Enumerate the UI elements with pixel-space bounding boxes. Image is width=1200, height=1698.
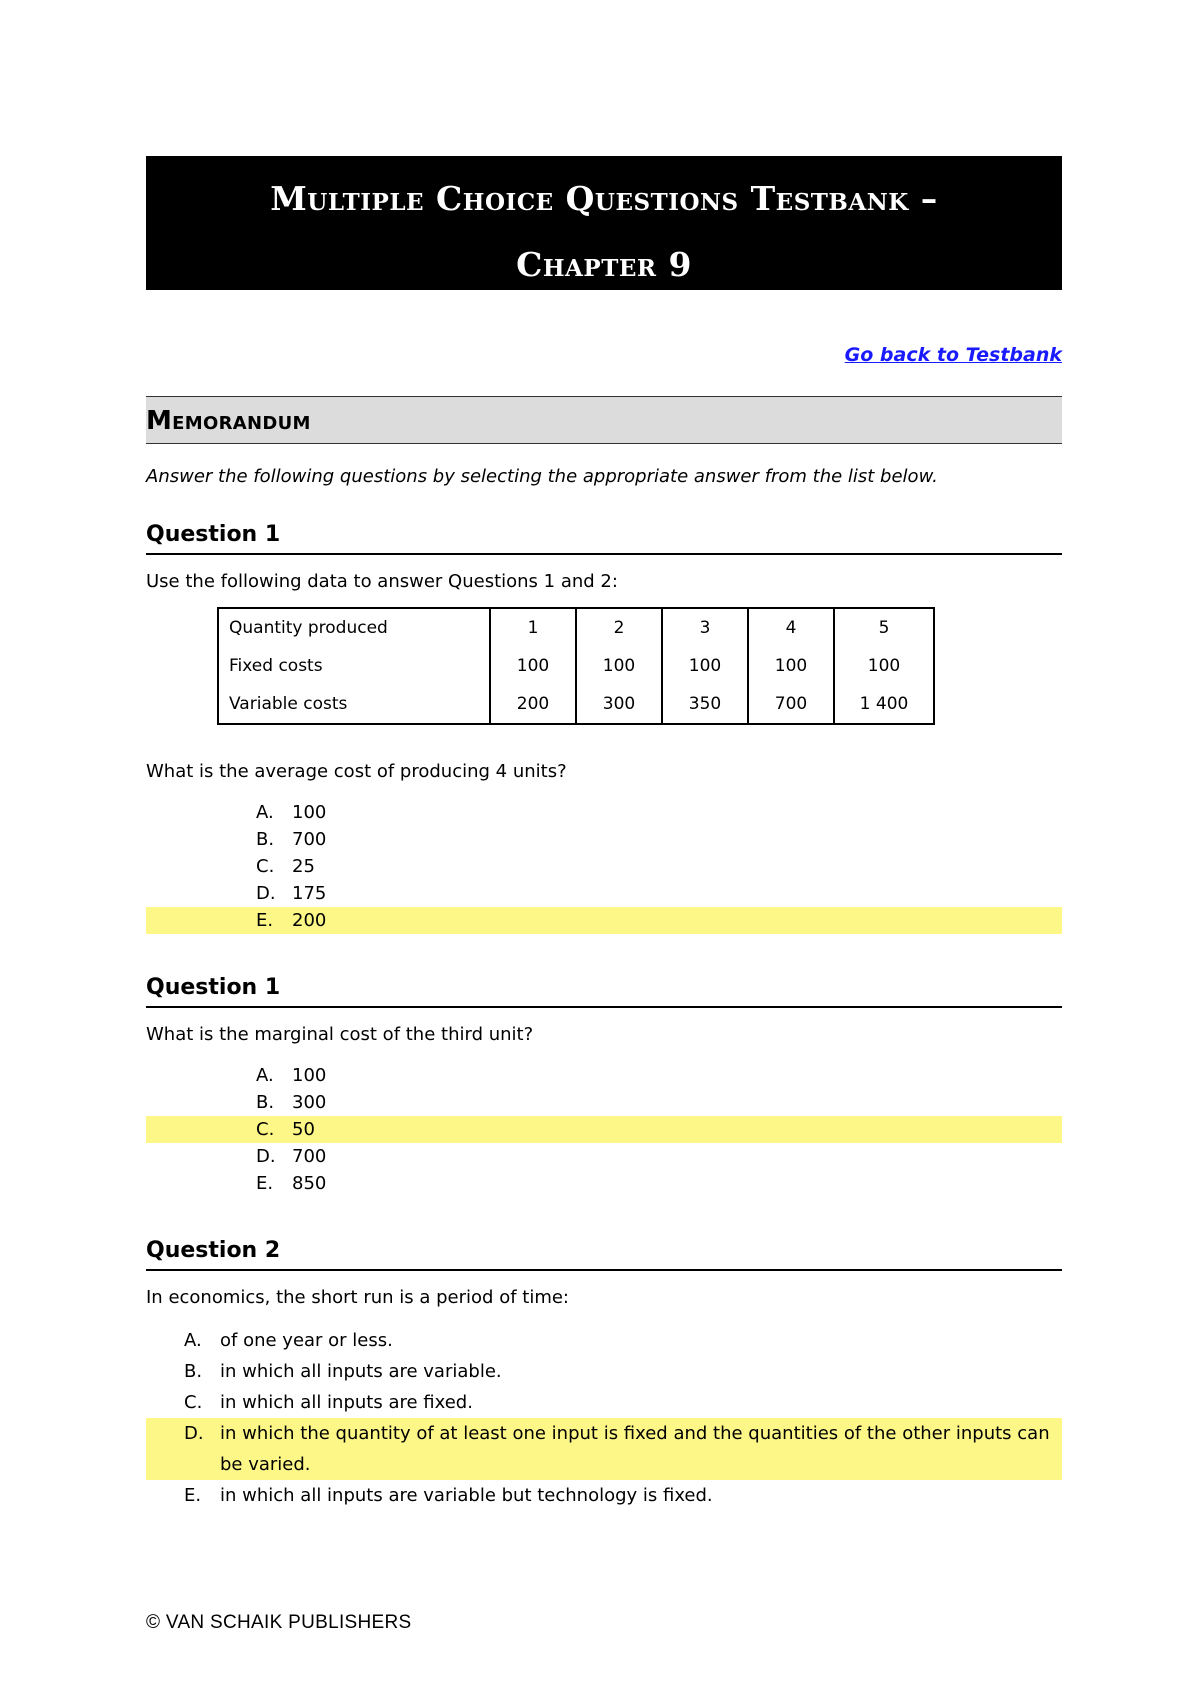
table-cell: 3 [662, 608, 748, 647]
title-banner [146, 156, 1062, 290]
answer-option: B. 300 [256, 1092, 327, 1113]
table-cell: 300 [576, 685, 662, 724]
table-cell: Fixed costs [218, 647, 490, 685]
answer-option: A. 100 [256, 1065, 327, 1086]
answer-options [146, 1062, 1062, 1197]
table-cell: 100 [662, 647, 748, 685]
answer-option: B. 700 [256, 829, 327, 850]
question-block-1 [146, 517, 1062, 934]
table-cell: 200 [490, 685, 576, 724]
table-row [218, 647, 934, 685]
table-cell: 2 [576, 608, 662, 647]
title-line-1: Multiple Choice Questions Testbank – [270, 179, 938, 218]
answer-option-correct: E. 200 [146, 907, 1062, 934]
back-to-testbank-link[interactable]: Go back to Testbank [844, 344, 1062, 366]
answer-option: D. 700 [256, 1146, 327, 1167]
table-cell: 100 [748, 647, 834, 685]
table-cell: 100 [490, 647, 576, 685]
table-cell: 700 [748, 685, 834, 724]
instruction-text: Answer the following questions by selecting the appropriate answer from the list below. [146, 466, 938, 487]
answer-option: A. of one year or less. [184, 1330, 393, 1351]
table-row [218, 608, 934, 647]
question-block-2 [146, 970, 1062, 1197]
table-cell: Variable costs [218, 685, 490, 724]
question-text: In economics, the short run is a period of time: [146, 1287, 569, 1308]
answer-option: A. 100 [256, 802, 327, 823]
question-heading: Question 1 [146, 970, 1062, 1008]
memorandum-heading: Memorandum [146, 406, 311, 436]
question-block-3 [146, 1233, 1062, 1511]
table-cell: 100 [834, 647, 934, 685]
answer-option: D. 175 [256, 883, 327, 904]
table-cell: Quantity produced [218, 608, 490, 647]
table-cell: 5 [834, 608, 934, 647]
answer-option: C. 25 [256, 856, 315, 877]
table-cell: 1 [490, 608, 576, 647]
answer-option: E. 850 [256, 1173, 327, 1194]
document-page [146, 156, 1062, 1511]
table-row [218, 685, 934, 724]
cost-data-table [217, 607, 935, 725]
question-text: What is the average cost of producing 4 units? [146, 761, 567, 782]
answer-options [146, 1325, 1062, 1511]
question-heading: Question 1 [146, 517, 1062, 555]
table-cell: 4 [748, 608, 834, 647]
question-intro: Use the following data to answer Questions 1 and 2: [146, 571, 618, 592]
answer-option: C. in which all inputs are fixed. [184, 1392, 473, 1413]
title-line-2: Chapter 9 [516, 245, 692, 284]
back-link-row [146, 344, 1062, 374]
table-cell: 350 [662, 685, 748, 724]
answer-option-correct: D. in which the quantity of at least one input is fixed and the quantities of the other inputs can be varied. [146, 1418, 1062, 1480]
table-cell: 100 [576, 647, 662, 685]
table-cell: 1 400 [834, 685, 934, 724]
question-text: What is the marginal cost of the third unit? [146, 1024, 534, 1045]
memorandum-bar [146, 396, 1062, 444]
answer-option: B. in which all inputs are variable. [184, 1361, 502, 1382]
publisher-footer: © VAN SCHAIK PUBLISHERS [146, 1612, 412, 1633]
answer-option-correct: C. 50 [146, 1116, 1062, 1143]
answer-option: E. in which all inputs are variable but technology is fixed. [184, 1485, 713, 1506]
answer-options [146, 799, 1062, 934]
question-heading: Question 2 [146, 1233, 1062, 1271]
